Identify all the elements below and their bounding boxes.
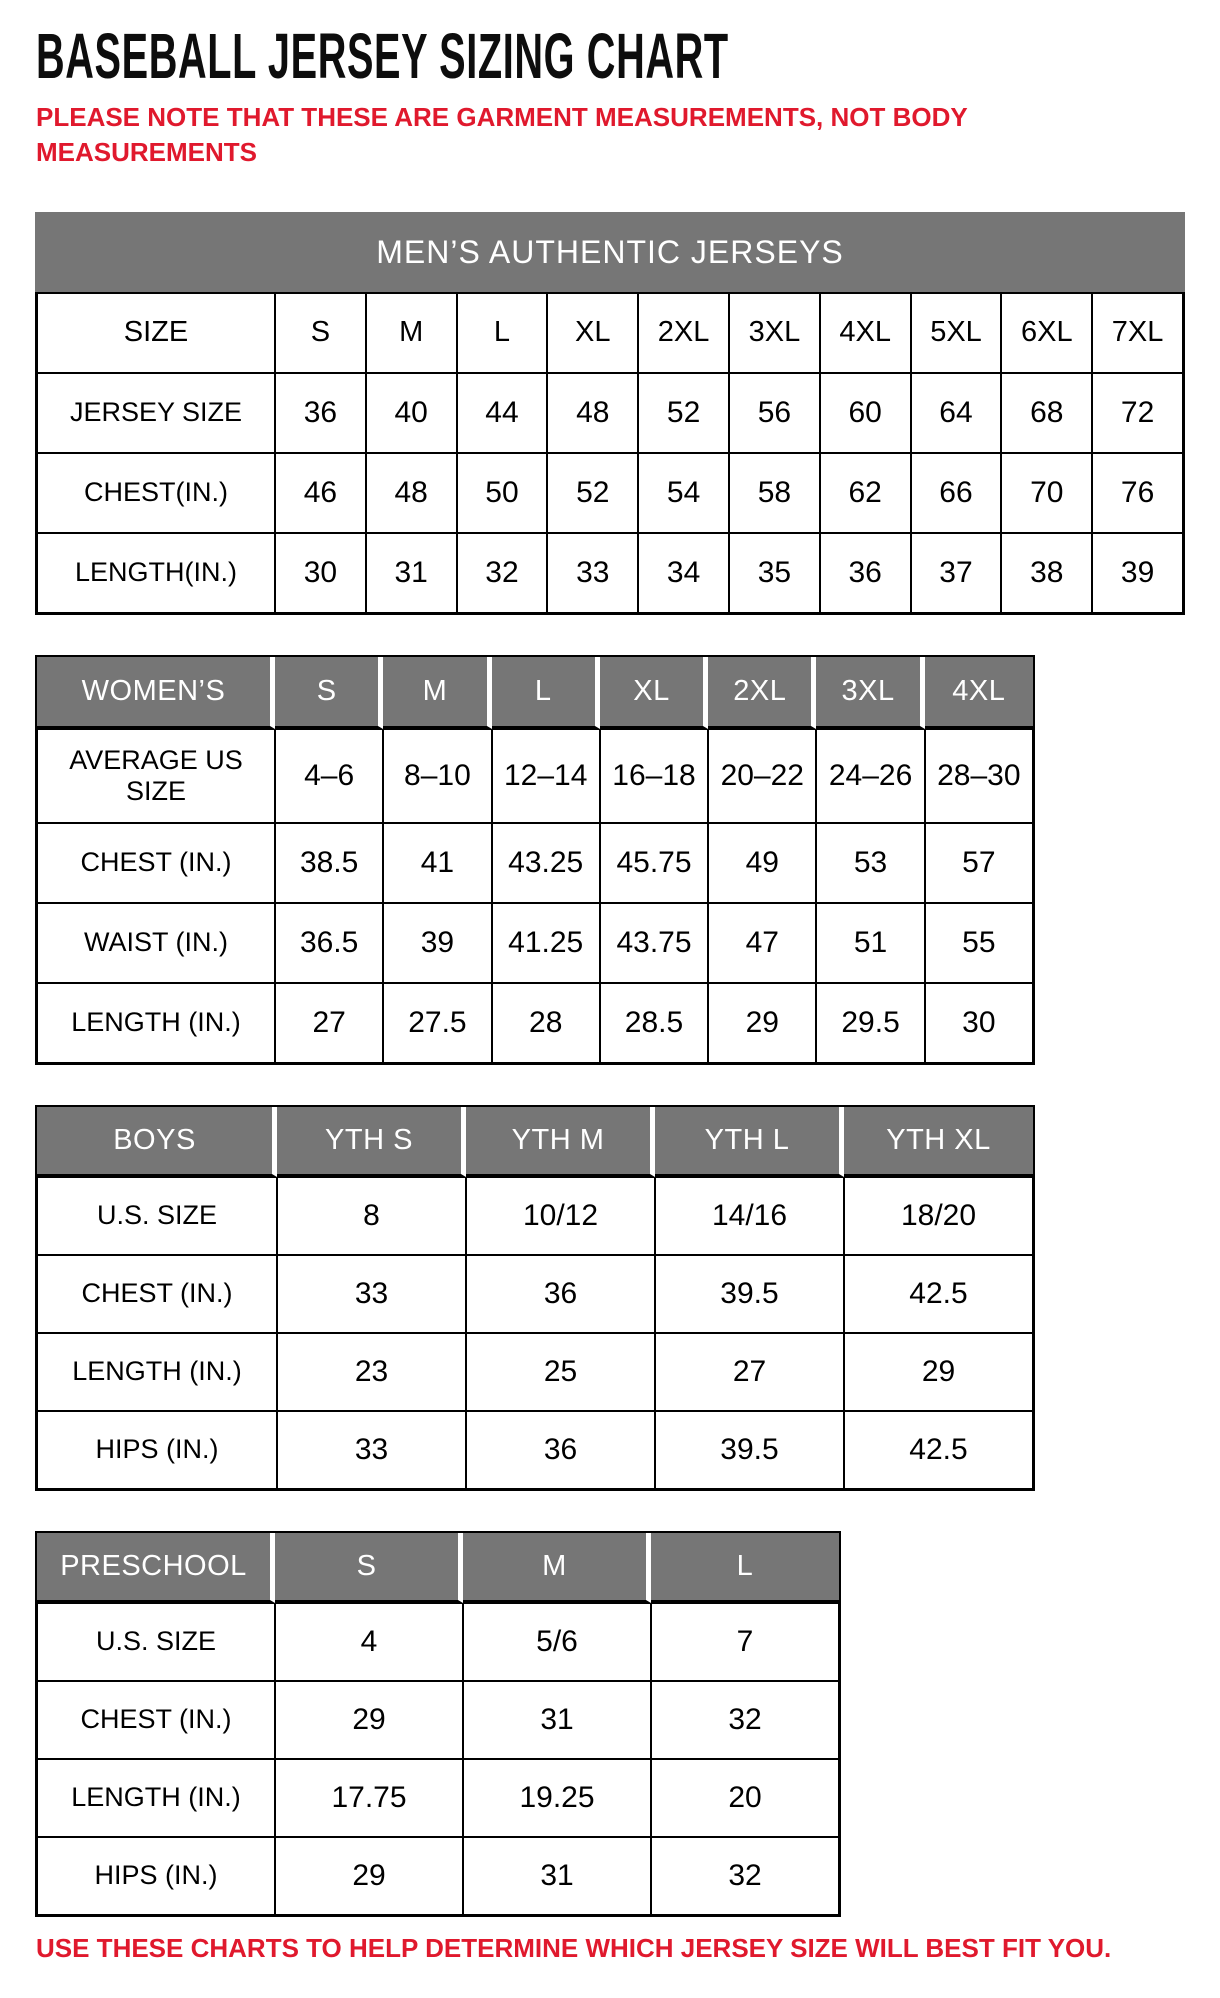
column-header: L bbox=[492, 657, 600, 729]
row-label: LENGTH (IN.) bbox=[37, 1759, 275, 1837]
table-cell: 43.75 bbox=[600, 903, 708, 983]
table-cell: 53 bbox=[816, 823, 924, 903]
table-cell: 32 bbox=[651, 1681, 839, 1759]
boys-sizing-table-section bbox=[35, 1105, 1035, 1491]
row-label: U.S. SIZE bbox=[37, 1177, 277, 1255]
column-header: 5XL bbox=[911, 293, 1002, 373]
column-header: YTH M bbox=[466, 1107, 655, 1177]
table-cell: 33 bbox=[547, 533, 638, 613]
table-cell: 50 bbox=[457, 453, 548, 533]
table-cell: 28–30 bbox=[925, 729, 1033, 823]
table-cell: 29 bbox=[275, 1837, 463, 1915]
mens-sizing-table-section bbox=[35, 212, 1185, 615]
table-cell: 4 bbox=[275, 1603, 463, 1681]
table-cell: 68 bbox=[1001, 373, 1092, 453]
row-label: JERSEY SIZE bbox=[37, 373, 275, 453]
table-cell: 29.5 bbox=[816, 983, 924, 1063]
mens-table-header-band bbox=[35, 212, 1185, 292]
table-cell: 8–10 bbox=[383, 729, 491, 823]
table-cell: 72 bbox=[1092, 373, 1183, 453]
table-cell: 31 bbox=[463, 1837, 651, 1915]
column-header: SIZE bbox=[37, 293, 275, 373]
table-cell: 66 bbox=[911, 453, 1002, 533]
table-cell: 38.5 bbox=[275, 823, 383, 903]
table-cell: 47 bbox=[708, 903, 816, 983]
table-cell: 70 bbox=[1001, 453, 1092, 533]
row-label: HIPS (IN.) bbox=[37, 1411, 277, 1489]
table-cell: 30 bbox=[275, 533, 366, 613]
table-cell: 48 bbox=[366, 453, 457, 533]
column-header: S bbox=[275, 657, 383, 729]
table-cell: 45.75 bbox=[600, 823, 708, 903]
table-cell: 39.5 bbox=[655, 1411, 844, 1489]
table-cell: 20–22 bbox=[708, 729, 816, 823]
table-cell: 33 bbox=[277, 1411, 466, 1489]
table-cell: 44 bbox=[457, 373, 548, 453]
table-cell: 36.5 bbox=[275, 903, 383, 983]
table-cell: 39 bbox=[383, 903, 491, 983]
row-label: CHEST (IN.) bbox=[37, 1255, 277, 1333]
column-header: YTH XL bbox=[844, 1107, 1033, 1177]
table-cell: 19.25 bbox=[463, 1759, 651, 1837]
table-cell: 38 bbox=[1001, 533, 1092, 613]
row-label: LENGTH (IN.) bbox=[37, 1333, 277, 1411]
table-cell: 28 bbox=[492, 983, 600, 1063]
table-cell: 35 bbox=[729, 533, 820, 613]
row-label: CHEST (IN.) bbox=[37, 1681, 275, 1759]
column-header: XL bbox=[547, 293, 638, 373]
table-cell: 24–26 bbox=[816, 729, 924, 823]
column-header: XL bbox=[600, 657, 708, 729]
footer-note: USE THESE CHARTS TO HELP DETERMINE WHICH JERSEY SIZE WILL BEST FIT YOU. bbox=[36, 1933, 1112, 1963]
mens-table-title: MEN’S AUTHENTIC JERSEYS bbox=[376, 233, 844, 270]
column-header: YTH L bbox=[655, 1107, 844, 1177]
table-cell: 40 bbox=[366, 373, 457, 453]
table-cell: 27.5 bbox=[383, 983, 491, 1063]
column-header: 4XL bbox=[925, 657, 1033, 729]
table-cell: 36 bbox=[820, 533, 911, 613]
table-cell: 32 bbox=[651, 1837, 839, 1915]
table-cell: 37 bbox=[911, 533, 1002, 613]
row-label: CHEST (IN.) bbox=[37, 823, 275, 903]
column-header: M bbox=[463, 1533, 651, 1603]
preschool-size-table bbox=[35, 1531, 841, 1917]
row-label: U.S. SIZE bbox=[37, 1603, 275, 1681]
page-title bbox=[36, 20, 1220, 92]
table-cell: 31 bbox=[463, 1681, 651, 1759]
table-cell: 29 bbox=[844, 1333, 1033, 1411]
table-cell: 52 bbox=[547, 453, 638, 533]
table-cell: 14/16 bbox=[655, 1177, 844, 1255]
table-cell: 30 bbox=[925, 983, 1033, 1063]
boys-size-table bbox=[35, 1105, 1035, 1491]
table-cell: 23 bbox=[277, 1333, 466, 1411]
table-cell: 56 bbox=[729, 373, 820, 453]
table-cell: 25 bbox=[466, 1333, 655, 1411]
table-cell: 48 bbox=[547, 373, 638, 453]
row-label: HIPS (IN.) bbox=[37, 1837, 275, 1915]
column-header: L bbox=[457, 293, 548, 373]
column-header: M bbox=[366, 293, 457, 373]
column-header: 2XL bbox=[708, 657, 816, 729]
column-header: BOYS bbox=[37, 1107, 277, 1177]
table-cell: 46 bbox=[275, 453, 366, 533]
column-header: S bbox=[275, 293, 366, 373]
table-cell: 20 bbox=[651, 1759, 839, 1837]
table-cell: 62 bbox=[820, 453, 911, 533]
table-cell: 12–14 bbox=[492, 729, 600, 823]
table-cell: 28.5 bbox=[600, 983, 708, 1063]
table-cell: 18/20 bbox=[844, 1177, 1033, 1255]
table-cell: 16–18 bbox=[600, 729, 708, 823]
column-header: S bbox=[275, 1533, 463, 1603]
table-cell: 54 bbox=[638, 453, 729, 533]
preschool-sizing-table-section bbox=[35, 1531, 841, 1917]
table-cell: 34 bbox=[638, 533, 729, 613]
column-header: 4XL bbox=[820, 293, 911, 373]
table-cell: 43.25 bbox=[492, 823, 600, 903]
column-header: YTH S bbox=[277, 1107, 466, 1177]
table-cell: 32 bbox=[457, 533, 548, 613]
table-cell: 52 bbox=[638, 373, 729, 453]
page-title-text: BASEBALL JERSEY SIZING CHART bbox=[36, 20, 729, 92]
column-header: PRESCHOOL bbox=[37, 1533, 275, 1603]
row-label: LENGTH (IN.) bbox=[37, 983, 275, 1063]
table-cell: 27 bbox=[275, 983, 383, 1063]
table-cell: 42.5 bbox=[844, 1255, 1033, 1333]
column-header: L bbox=[651, 1533, 839, 1603]
table-cell: 55 bbox=[925, 903, 1033, 983]
table-cell: 36 bbox=[466, 1255, 655, 1333]
table-cell: 64 bbox=[911, 373, 1002, 453]
mens-size-table bbox=[35, 292, 1185, 615]
table-cell: 29 bbox=[708, 983, 816, 1063]
table-cell: 39.5 bbox=[655, 1255, 844, 1333]
table-cell: 33 bbox=[277, 1255, 466, 1333]
table-cell: 51 bbox=[816, 903, 924, 983]
womens-sizing-table-section bbox=[35, 655, 1035, 1065]
table-cell: 60 bbox=[820, 373, 911, 453]
table-cell: 29 bbox=[275, 1681, 463, 1759]
table-cell: 41 bbox=[383, 823, 491, 903]
column-header: 3XL bbox=[816, 657, 924, 729]
table-cell: 27 bbox=[655, 1333, 844, 1411]
table-cell: 36 bbox=[466, 1411, 655, 1489]
table-cell: 76 bbox=[1092, 453, 1183, 533]
row-label: CHEST(IN.) bbox=[37, 453, 275, 533]
column-header: 2XL bbox=[638, 293, 729, 373]
womens-size-table bbox=[35, 655, 1035, 1065]
row-label: WAIST (IN.) bbox=[37, 903, 275, 983]
table-cell: 39 bbox=[1092, 533, 1183, 613]
table-cell: 41.25 bbox=[492, 903, 600, 983]
column-header: 6XL bbox=[1001, 293, 1092, 373]
row-label: LENGTH(IN.) bbox=[37, 533, 275, 613]
row-label: AVERAGE US SIZE bbox=[37, 729, 275, 823]
column-header: 7XL bbox=[1092, 293, 1183, 373]
table-cell: 36 bbox=[275, 373, 366, 453]
column-header: 3XL bbox=[729, 293, 820, 373]
table-cell: 58 bbox=[729, 453, 820, 533]
table-cell: 10/12 bbox=[466, 1177, 655, 1255]
table-cell: 5/6 bbox=[463, 1603, 651, 1681]
table-cell: 8 bbox=[277, 1177, 466, 1255]
table-cell: 7 bbox=[651, 1603, 839, 1681]
table-cell: 31 bbox=[366, 533, 457, 613]
table-cell: 57 bbox=[925, 823, 1033, 903]
column-header: WOMEN’S bbox=[37, 657, 275, 729]
table-cell: 42.5 bbox=[844, 1411, 1033, 1489]
column-header: M bbox=[383, 657, 491, 729]
table-cell: 17.75 bbox=[275, 1759, 463, 1837]
table-cell: 49 bbox=[708, 823, 816, 903]
table-cell: 4–6 bbox=[275, 729, 383, 823]
garment-measurements-note: PLEASE NOTE THAT THESE ARE GARMENT MEASUREMENTS, NOT BODY MEASUREMENTS bbox=[36, 102, 968, 167]
